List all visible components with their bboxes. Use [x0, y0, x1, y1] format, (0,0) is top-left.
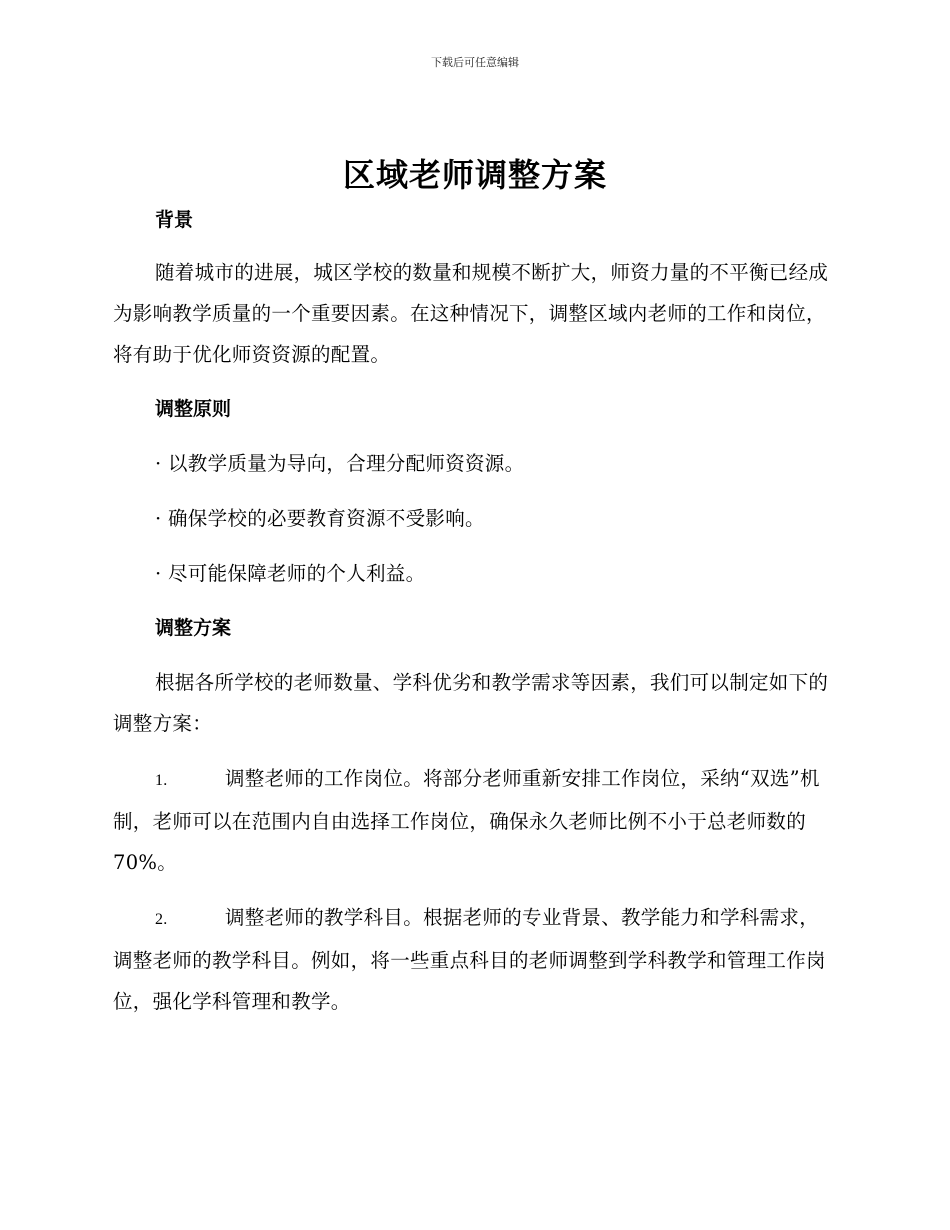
section-heading-plan: 调整方案 — [155, 617, 232, 639]
plan-intro-paragraph: 根据各所学校的老师数量、学科优劣和教学需求等因素，我们可以制定如下的调整方案： — [113, 671, 829, 735]
plan-item-text: 调整老师的教学科目。根据老师的专业背景、教学能力和学科需求，调整老师的教学科目。例如，将一些重点科目的老师调整到学科教学和管理工作岗位，强化学科管理和教学。 — [113, 906, 826, 1013]
plan-item — [113, 897, 833, 1022]
section-heading-principles: 调整原则 — [155, 398, 232, 420]
plan-item — [113, 758, 833, 883]
document-title: 区域老师调整方案 — [342, 156, 607, 194]
section-heading-background: 背景 — [155, 209, 194, 231]
plan-item-number: 1. — [155, 772, 168, 789]
plan-item-text: 调整老师的工作岗位。将部分老师重新安排工作岗位，采纳“双选”机制，老师可以在范围内自由选择工作岗位，确保永久老师比例不小于总老师数的 70%。 — [113, 767, 820, 874]
principle-bullet: · 尽可能保障老师的个人利益。 — [155, 562, 426, 585]
principle-bullet: · 确保学校的必要教育资源不受影响。 — [155, 507, 485, 530]
document-body — [113, 200, 833, 1022]
plan-item-number: 2. — [155, 911, 168, 928]
header-note: 下载后可任意编辑 — [431, 56, 519, 69]
principle-bullet: · 以教学质量为导向，合理分配师资资源。 — [155, 452, 525, 475]
background-paragraph: 随着城市的进展，城区学校的数量和规模不断扩大，师资力量的不平衡已经成为影响教学质量的一个重要因素。在这种情况下，调整区域内老师的工作和岗位，将有助于优化师资资源的配置。 — [113, 261, 829, 366]
